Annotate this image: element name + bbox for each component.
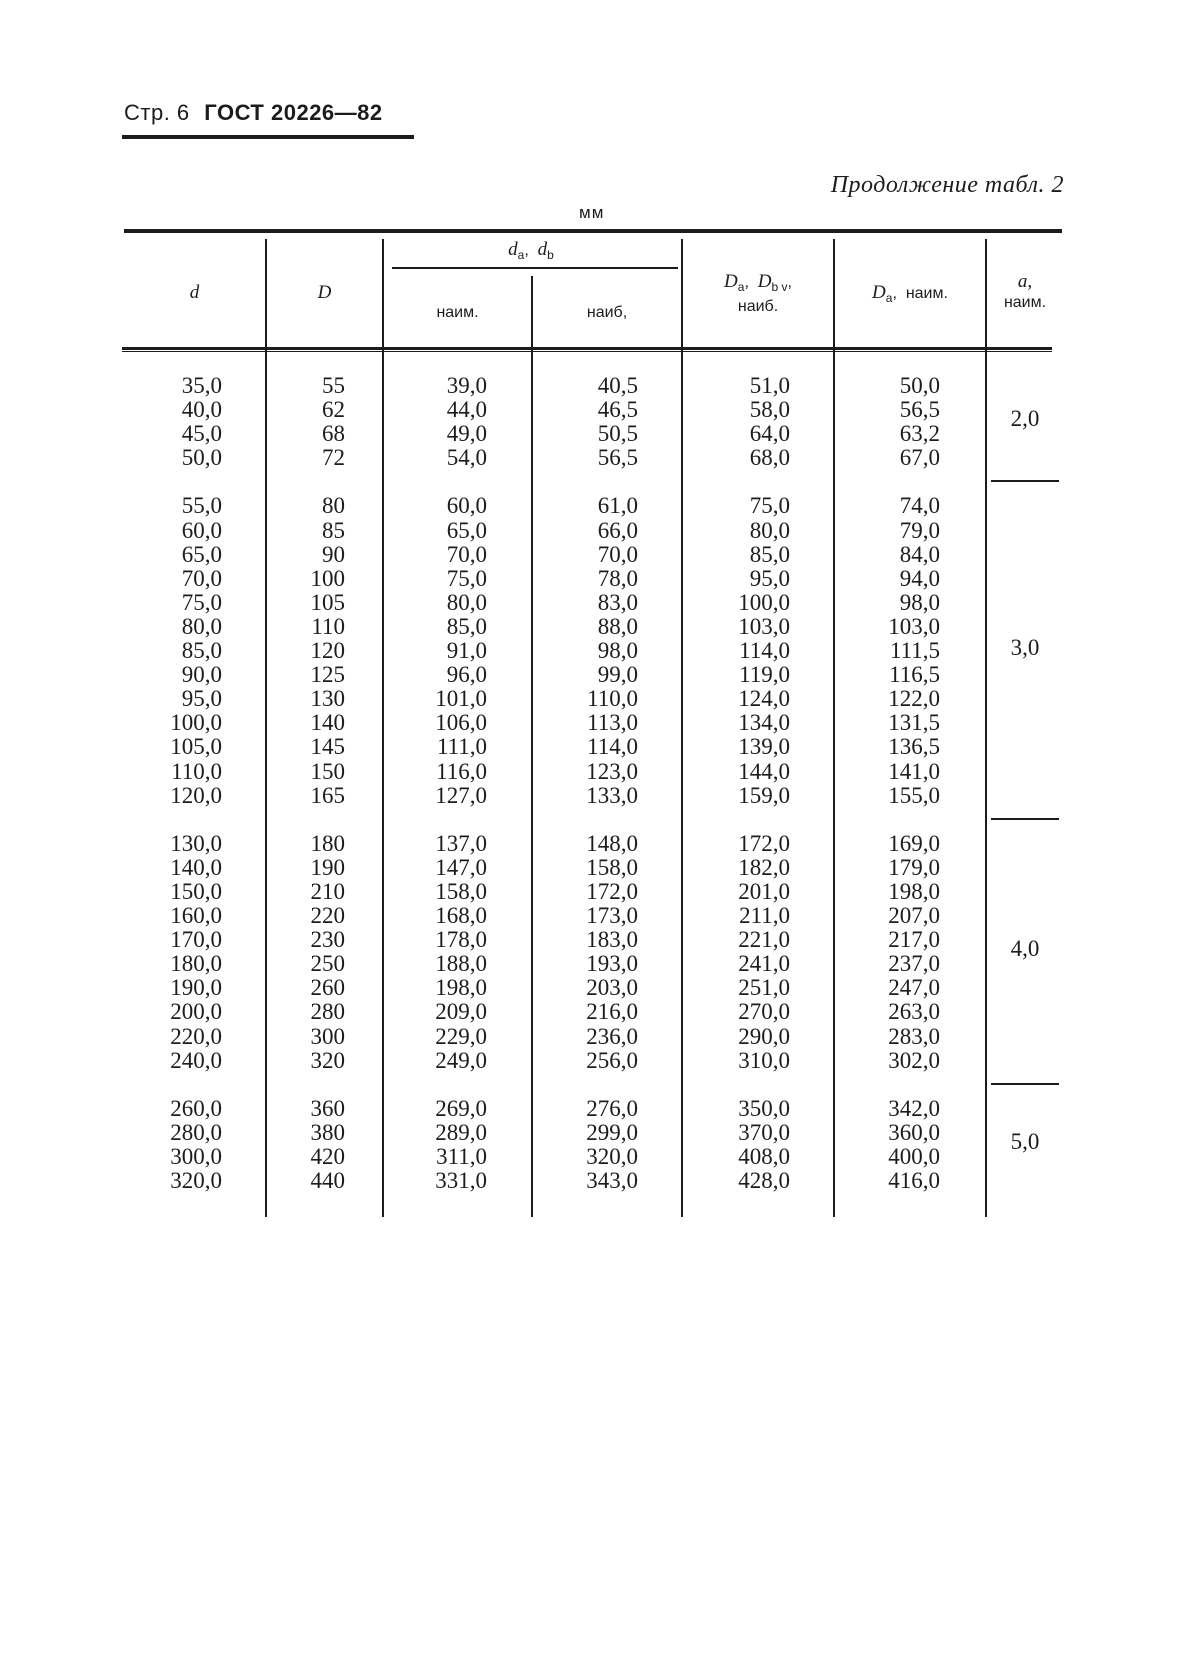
- cell-value: 80: [322, 493, 345, 519]
- group-separator: [991, 480, 1059, 482]
- cell-value: 302,0: [888, 1047, 940, 1073]
- cell-value: 276,0: [586, 1095, 638, 1121]
- cell-value: 140,0: [170, 854, 222, 880]
- cell-value: 85,0: [749, 541, 790, 567]
- cell-value: 289,0: [435, 1119, 487, 1145]
- cell-value: 207,0: [888, 903, 940, 929]
- cell-value: 201,0: [738, 878, 790, 904]
- cell-value: 100,0: [170, 710, 222, 736]
- cell-value: 188,0: [435, 951, 487, 977]
- cell-value: 140: [310, 710, 345, 736]
- cell-value: 269,0: [435, 1095, 487, 1121]
- cell-value: 170,0: [170, 927, 222, 953]
- header-D: D: [317, 282, 332, 303]
- cell-value: 61,0: [597, 493, 638, 519]
- cell-value: 101,0: [435, 686, 487, 712]
- cell-value: 211,0: [739, 903, 790, 929]
- column-da-min: [384, 374, 487, 1193]
- cell-value: 283,0: [888, 1023, 940, 1049]
- cell-value: 148,0: [586, 830, 638, 856]
- cell-value: 203,0: [586, 975, 638, 1001]
- cell-value: 68,0: [749, 445, 790, 471]
- cell-value: 440: [310, 1168, 345, 1194]
- cell-value: 110,0: [587, 686, 638, 712]
- cell-value: 50,5: [597, 421, 638, 447]
- cell-value: 158,0: [435, 878, 487, 904]
- cell-value: 90: [322, 541, 345, 567]
- cell-value: 45,0: [181, 421, 222, 447]
- cell-value: 60,0: [446, 493, 487, 519]
- cell-value: 263,0: [888, 999, 940, 1025]
- cell-value: 68: [322, 421, 345, 447]
- cell-value: 150,0: [170, 878, 222, 904]
- cell-value: 400,0: [888, 1144, 940, 1169]
- cell-value: 320,0: [586, 1144, 638, 1169]
- cell-value: 221,0: [738, 927, 790, 953]
- cell-value: 131,5: [888, 710, 940, 736]
- cell-value: 180,0: [170, 951, 222, 977]
- cell-value: 75,0: [181, 589, 222, 615]
- cell-value: 159,0: [738, 782, 790, 808]
- header-d: d: [189, 282, 200, 303]
- cell-value: 172,0: [586, 878, 638, 904]
- cell-value: 119,0: [739, 662, 790, 688]
- cell-value: 247,0: [888, 975, 940, 1001]
- standard-title: ГОСТ 20226—82: [204, 100, 383, 125]
- cell-value: 173,0: [586, 903, 638, 929]
- cell-value: 168,0: [435, 903, 487, 929]
- cell-value: 65,0: [181, 541, 222, 567]
- cell-value: 80,0: [181, 613, 222, 639]
- cell-value: 98,0: [899, 589, 940, 615]
- header-a: a, наим.: [1003, 271, 1047, 311]
- cell-value: 100: [310, 565, 345, 591]
- cell-value: 103,0: [738, 613, 790, 639]
- cell-value: 360: [310, 1095, 345, 1121]
- cell-value: 200,0: [170, 999, 222, 1025]
- cell-value: 85,0: [446, 613, 487, 639]
- cell-value: 64,0: [749, 421, 790, 447]
- cell-value: 116,5: [889, 662, 940, 688]
- cell-value: 237,0: [888, 951, 940, 977]
- cell-value: 169,0: [888, 830, 940, 856]
- page-header: [124, 100, 383, 126]
- table-top-rule: [124, 229, 1062, 233]
- a-group-value: 5,0: [1010, 1129, 1040, 1155]
- cell-value: 58,0: [749, 397, 790, 423]
- cell-value: 241,0: [738, 951, 790, 977]
- cell-value: 240,0: [170, 1047, 222, 1073]
- cell-value: 198,0: [888, 878, 940, 904]
- header-bottom-rule-2: [122, 351, 1052, 352]
- cell-value: 320: [310, 1047, 345, 1073]
- cell-value: 114,0: [739, 638, 790, 664]
- cell-value: 370,0: [738, 1119, 790, 1145]
- cell-value: 35,0: [181, 373, 222, 398]
- cell-value: 134,0: [738, 710, 790, 736]
- cell-value: 125: [310, 662, 345, 688]
- cell-value: 75,0: [446, 565, 487, 591]
- cell-value: 144,0: [738, 758, 790, 784]
- cell-value: 111,5: [889, 638, 940, 664]
- cell-value: 98,0: [597, 638, 638, 664]
- cell-value: 95,0: [181, 686, 222, 712]
- cell-value: 158,0: [586, 854, 638, 880]
- cell-value: 103,0: [888, 613, 940, 639]
- cell-value: 145: [310, 734, 345, 760]
- cell-value: 216,0: [586, 999, 638, 1025]
- cell-value: 256,0: [586, 1047, 638, 1073]
- column-Da-min: [835, 374, 940, 1193]
- cell-value: 130: [310, 686, 345, 712]
- cell-value: 280: [310, 999, 345, 1025]
- cell-value: 80,0: [446, 589, 487, 615]
- column-da-max: [533, 374, 638, 1193]
- cell-value: 51,0: [749, 373, 790, 398]
- cell-value: 50,0: [181, 445, 222, 471]
- cell-value: 147,0: [435, 854, 487, 880]
- cell-value: 260,0: [170, 1095, 222, 1121]
- a-group-value: 3,0: [1010, 635, 1040, 661]
- cell-value: 165: [310, 782, 345, 808]
- cell-value: 72: [322, 445, 345, 471]
- cell-value: 270,0: [738, 999, 790, 1025]
- cell-value: 141,0: [888, 758, 940, 784]
- cell-value: 343,0: [586, 1168, 638, 1194]
- cell-value: 46,5: [597, 397, 638, 423]
- cell-value: 300,0: [170, 1144, 222, 1169]
- cell-value: 124,0: [738, 686, 790, 712]
- cell-value: 85,0: [181, 638, 222, 664]
- cell-value: 136,5: [888, 734, 940, 760]
- header-rule: [122, 135, 414, 139]
- cell-value: 70,0: [446, 541, 487, 567]
- header-min: наим.: [436, 304, 479, 321]
- cell-value: 229,0: [435, 1023, 487, 1049]
- cell-value: 78,0: [597, 565, 638, 591]
- cell-value: 198,0: [435, 975, 487, 1001]
- cell-value: 180: [310, 830, 345, 856]
- cell-value: 55: [322, 373, 345, 398]
- cell-value: 99,0: [597, 662, 638, 688]
- unit-label: мм: [579, 203, 605, 222]
- header-span-rule: [392, 267, 678, 269]
- cell-value: 62: [322, 397, 345, 423]
- cell-value: 50,0: [899, 373, 940, 398]
- cell-value: 251,0: [738, 975, 790, 1001]
- cell-value: 60,0: [181, 517, 222, 543]
- cell-value: 49,0: [446, 421, 487, 447]
- cell-value: 122,0: [888, 686, 940, 712]
- cell-value: 106,0: [435, 710, 487, 736]
- cell-value: 90,0: [181, 662, 222, 688]
- cell-value: 70,0: [181, 565, 222, 591]
- cell-value: 250: [310, 951, 345, 977]
- cell-value: 160,0: [170, 903, 222, 929]
- cell-value: 299,0: [586, 1119, 638, 1145]
- a-group-value: 2,0: [1010, 406, 1040, 432]
- cell-value: 130,0: [170, 830, 222, 856]
- column-D: [267, 374, 345, 1193]
- header-Da-min: $D_a$, наим.: [872, 282, 948, 306]
- cell-value: 114,0: [587, 734, 638, 760]
- cell-value: 116,0: [436, 758, 487, 784]
- cell-value: 190,0: [170, 975, 222, 1001]
- cell-value: 249,0: [435, 1047, 487, 1073]
- cell-value: 100,0: [738, 589, 790, 615]
- cell-value: 139,0: [738, 734, 790, 760]
- header-Da-Dbv: $D_a$, $D_{b v}$, наиб.: [724, 271, 792, 316]
- column-Da-Dbv-max: [683, 374, 790, 1193]
- header-bottom-rule: [122, 347, 1052, 350]
- cell-value: 220,0: [170, 1023, 222, 1049]
- cell-value: 179,0: [888, 854, 940, 880]
- cell-value: 91,0: [446, 638, 487, 664]
- cell-value: 350,0: [738, 1095, 790, 1121]
- cell-value: 56,5: [597, 445, 638, 471]
- cell-value: 210: [310, 878, 345, 904]
- cell-value: 44,0: [446, 397, 487, 423]
- cell-value: 120: [310, 638, 345, 664]
- cell-value: 66,0: [597, 517, 638, 543]
- cell-value: 420: [310, 1144, 345, 1169]
- header-da-db: $d_a$, $d_b$: [508, 239, 554, 263]
- cell-value: 331,0: [435, 1168, 487, 1194]
- cell-value: 113,0: [587, 710, 638, 736]
- cell-value: 220: [310, 903, 345, 929]
- cell-value: 193,0: [586, 951, 638, 977]
- cell-value: 183,0: [586, 927, 638, 953]
- cell-value: 83,0: [597, 589, 638, 615]
- cell-value: 55,0: [181, 493, 222, 519]
- cell-value: 290,0: [738, 1023, 790, 1049]
- cell-value: 123,0: [586, 758, 638, 784]
- cell-value: 428,0: [738, 1168, 790, 1194]
- cell-value: 300: [310, 1023, 345, 1049]
- cell-value: 310,0: [738, 1047, 790, 1073]
- cell-value: 260: [310, 975, 345, 1001]
- cell-value: 137,0: [435, 830, 487, 856]
- cell-value: 105: [310, 589, 345, 615]
- cell-value: 236,0: [586, 1023, 638, 1049]
- cell-value: 84,0: [899, 541, 940, 567]
- table-caption: Продолжение табл. 2: [830, 172, 1064, 198]
- cell-value: 54,0: [446, 445, 487, 471]
- cell-value: 39,0: [446, 373, 487, 398]
- cell-value: 408,0: [738, 1144, 790, 1169]
- cell-value: 380: [310, 1119, 345, 1145]
- group-separator: [991, 818, 1059, 820]
- group-separator: [991, 1083, 1059, 1085]
- cell-value: 230: [310, 927, 345, 953]
- cell-value: 96,0: [446, 662, 487, 688]
- cell-value: 416,0: [888, 1168, 940, 1194]
- cell-value: 95,0: [749, 565, 790, 591]
- cell-value: 320,0: [170, 1168, 222, 1194]
- cell-value: 360,0: [888, 1119, 940, 1145]
- cell-value: 74,0: [899, 493, 940, 519]
- cell-value: 120,0: [170, 782, 222, 808]
- cell-value: 65,0: [446, 517, 487, 543]
- cell-value: 40,0: [181, 397, 222, 423]
- cell-value: 70,0: [597, 541, 638, 567]
- cell-value: 182,0: [738, 854, 790, 880]
- cell-value: 217,0: [888, 927, 940, 953]
- cell-value: 178,0: [435, 927, 487, 953]
- cell-value: 94,0: [899, 565, 940, 591]
- cell-value: 280,0: [170, 1119, 222, 1145]
- cell-value: 110,0: [171, 758, 222, 784]
- cell-value: 88,0: [597, 613, 638, 639]
- cell-value: 209,0: [435, 999, 487, 1025]
- cell-value: 105,0: [170, 734, 222, 760]
- page-number: Стр. 6: [124, 100, 190, 125]
- cell-value: 155,0: [888, 782, 940, 808]
- cell-value: 75,0: [749, 493, 790, 519]
- cell-value: 63,2: [899, 421, 940, 447]
- cell-value: 133,0: [586, 782, 638, 808]
- col-divider-6: [985, 239, 987, 1217]
- cell-value: 172,0: [738, 830, 790, 856]
- cell-value: 311,0: [436, 1144, 487, 1169]
- column-d: [124, 374, 222, 1193]
- cell-value: 79,0: [899, 517, 940, 543]
- cell-value: 150: [310, 758, 345, 784]
- cell-value: 127,0: [435, 782, 487, 808]
- header-max: наиб,: [586, 304, 628, 321]
- cell-value: 56,5: [899, 397, 940, 423]
- cell-value: 80,0: [749, 517, 790, 543]
- cell-value: 190: [310, 854, 345, 880]
- cell-value: 40,5: [597, 373, 638, 398]
- cell-value: 342,0: [888, 1095, 940, 1121]
- a-group-value: 4,0: [1010, 936, 1040, 962]
- cell-value: 111,0: [436, 734, 487, 760]
- cell-value: 85: [322, 517, 345, 543]
- cell-value: 110: [311, 613, 345, 639]
- cell-value: 67,0: [899, 445, 940, 471]
